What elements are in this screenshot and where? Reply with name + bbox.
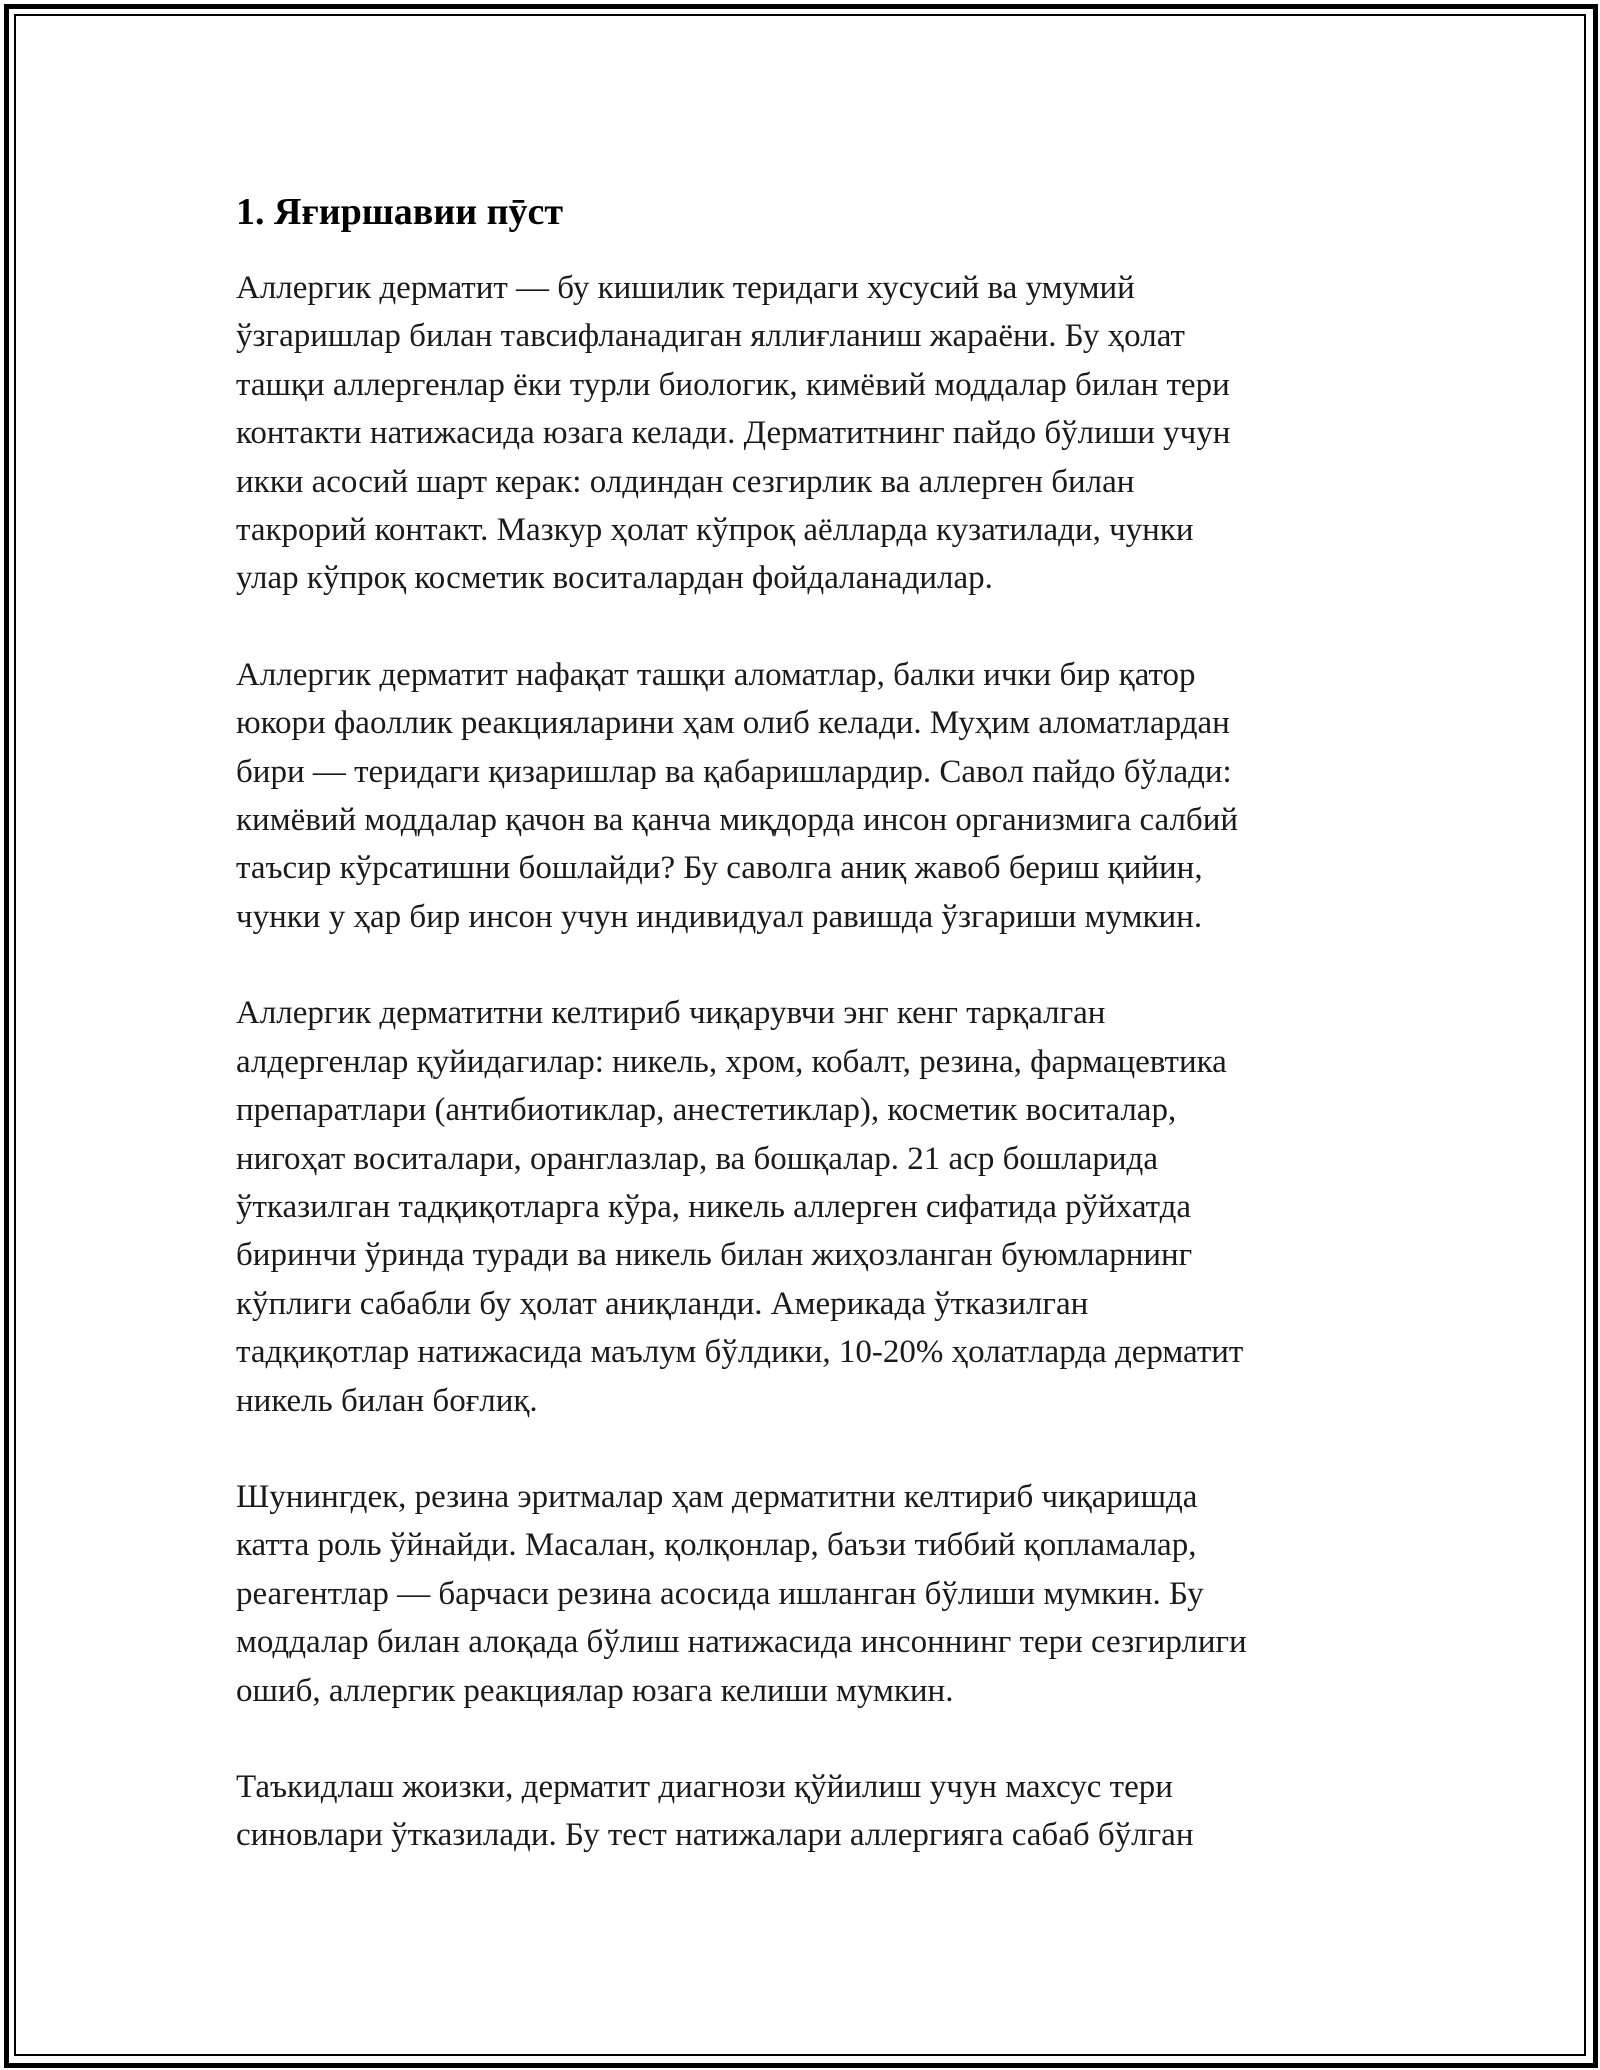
paragraph-line: ўтказилган тадқиқотларга кўра, никель аллерген сифатида рўйхатда	[236, 1188, 1192, 1225]
paragraph-line: таъсир кўрсатишни бошлайди? Бу саволга аниқ жавоб бериш қийин,	[236, 850, 1203, 887]
paragraph-line: чунки у ҳар бир инсон учун индивидуал равишда ўзгариши мумкин.	[236, 898, 1203, 935]
paragraph-line: бири — теридаги қизаришлар ва қабаришлардир. Савол пайдо бўлади:	[236, 753, 1232, 790]
title-spacer	[236, 238, 1386, 264]
paragraph-5	[236, 1763, 1386, 1860]
paragraph-line: такрорий контакт. Мазкур ҳолат кўпроқ аёлларда кузатилади, чунки	[236, 512, 1194, 549]
paragraph-line: икки асосий шарт керак: олдиндан сезгирлик ва аллерген билан	[236, 463, 1135, 500]
paragraph-2	[236, 651, 1386, 941]
paragraph-4	[236, 1473, 1386, 1715]
paragraph-line: Аллергик дерматитни келтириб чиқарувчи энг кенг тарқалган	[236, 995, 1106, 1032]
paragraph-3	[236, 989, 1386, 1425]
paragraph-line: ташқи аллергенлар ёки турли биологик, кимёвий моддалар билан тери	[236, 366, 1230, 403]
paragraph-1	[236, 264, 1386, 603]
paragraph-line: юкори фаоллик реакцияларини ҳам олиб келади. Муҳим аломатлардан	[236, 705, 1230, 742]
paragraph-line: тадқиқотлар натижасида маълум бўлдики, 10-20% ҳолатларда дерматит	[236, 1334, 1244, 1371]
paragraph-line: биринчи ўринда туради ва никель билан жиҳозланган буюмларнинг	[236, 1237, 1193, 1274]
paragraph-line: кўплиги сабабли бу ҳолат аниқланди. Америкада ўтказилган	[236, 1285, 1089, 1322]
paragraph-line: препаратлари (антибиотиклар, анестетиклар), косметик воситалар,	[236, 1092, 1177, 1129]
paragraph-line: никель билан боғлиқ.	[236, 1382, 538, 1419]
paragraph-line: кимёвий моддалар қачон ва қанча миқдорда инсон организмига салбий	[236, 802, 1239, 839]
paragraph-line: Аллергик дерматит — бу кишилик теридаги хусусий ва умумий	[236, 270, 1135, 306]
paragraph-line: синовлари ўтказилади. Бу тест натижалари аллергияга сабаб бўлган	[236, 1817, 1194, 1854]
section-title: 1. Яғиршавии пӯст	[236, 191, 564, 233]
paragraph-line: реагентлар — барчаси резина асосида ишланган бўлиши мумкин. Бу	[236, 1575, 1204, 1612]
paragraph-line: Таъкидлаш жоизки, дерматит диагнози қўйилиш учун махсус тери	[236, 1768, 1173, 1805]
paragraph-line: ўзгаришлар билан тавсифланадиган яллиғланиш жараёни. Бу ҳолат	[236, 318, 1185, 355]
paragraph-line: улар кўпроқ косметик воситалардан фойдаланадилар.	[236, 560, 993, 597]
paragraph-line: Шунингдек, резина эритмалар ҳам дерматитни келтириб чиқаришда	[236, 1478, 1198, 1515]
document-body	[236, 186, 1386, 1860]
paragraph-line: контакти натижасида юзага келади. Дерматитнинг пайдо бўлиши учун	[236, 415, 1231, 452]
paragraph-line: Аллергик дерматит нафақат ташқи аломатлар, балки ички бир қатор	[236, 656, 1196, 693]
paragraph-line: моддалар билан алоқада бўлиш натижасида инсоннинг тери сезгирлиги	[236, 1624, 1247, 1661]
paragraph-line: алдергенлар қуйидагилар: никель, хром, кобалт, резина, фармацевтика	[236, 1043, 1227, 1080]
paragraph-line: ошиб, аллергик реакциялар юзага келиши мумкин.	[236, 1672, 954, 1709]
paragraph-line: нигоҳат воситалари, оранглазлар, ва бошқалар. 21 аср бошларида	[236, 1140, 1158, 1177]
paragraph-line: катта роль ўйнайди. Масалан, қолқонлар, баъзи тиббий қопламалар,	[236, 1527, 1197, 1564]
